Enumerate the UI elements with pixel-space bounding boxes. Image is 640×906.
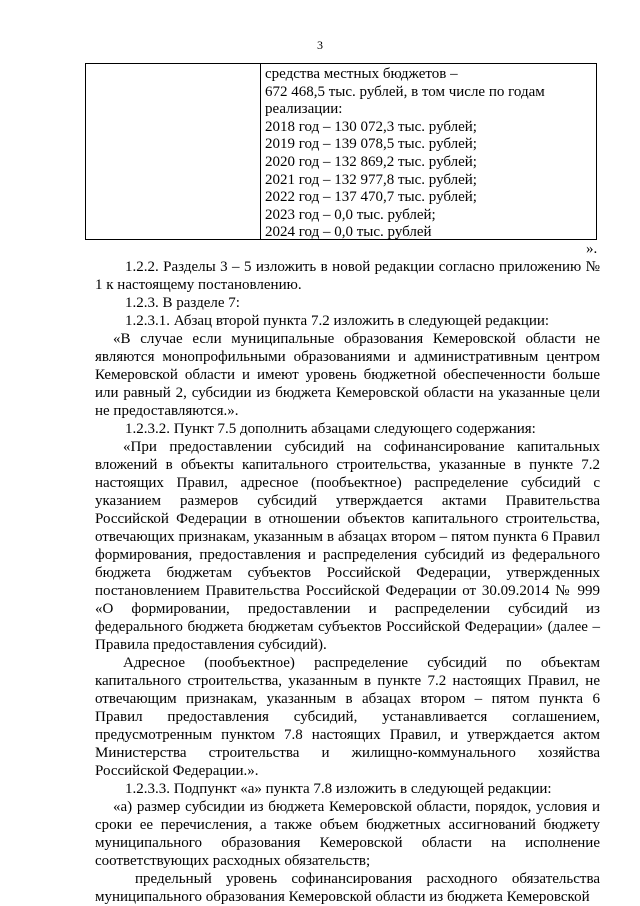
paragraph-1-2-2: 1.2.2. Разделы 3 – 5 изложить в новой редакции согласно приложению № 1 к настоящему постановлению. xyxy=(95,259,600,293)
table-line: 2023 год – 0,0 тыс. рублей; xyxy=(265,206,436,223)
paragraph-1-2-3: 1.2.3. В разделе 7: xyxy=(125,295,240,311)
table-line: 2020 год – 132 869,2 тыс. рублей; xyxy=(265,153,477,170)
table-line: 2021 год – 132 977,8 тыс. рублей; xyxy=(265,171,477,188)
paragraph-quote-7-2: «В случае если муниципальные образования Кемеровской области не являются монопрофильными образованиями и административным центром Кемеровской области и имеют уровень бюджетной обеспеченности больше или равный 2, субсидии из бюджета Кемеровской области на указанные цели не предоставляются.». xyxy=(95,331,600,419)
table-line: средства местных бюджетов – xyxy=(265,66,458,82)
page-number: 3 xyxy=(317,38,323,52)
funding-table xyxy=(85,63,597,240)
table-line: 2018 год – 130 072,3 тыс. рублей; xyxy=(265,118,477,135)
table-line: 2024 год – 0,0 тыс. рублей xyxy=(265,224,432,241)
document-body xyxy=(95,258,600,906)
paragraph-1-2-3-1: 1.2.3.1. Абзац второй пункта 7.2 изложить в следующей редакции: xyxy=(125,313,550,329)
paragraph-1-2-3-2: 1.2.3.2. Пункт 7.5 дополнить абзацами следующего содержания: xyxy=(125,421,536,437)
table-line: 672 468,5 тыс. рублей, в том числе по годам xyxy=(265,83,545,100)
paragraph-quote-7-5: «При предоставлении субсидий на софинансирование капитальных вложений в объекты капитального строительства, указанные в пункте 7.2 настоящих Правил, адресное (пообъектное) распределение субсидий с указанием размеров субсидий утверждается актами Правительства Российской Федерации в отношении объектов капитального строительства, отвечающих признакам, указанным в абзацах втором – пятом пункта 6 Правил формирования, предоставления и распределения субсидий из федерального бюджета бюджетам субъектов Российской Федерации, утвержденных постановлением Правительства Российской Федерации от 30.09.2014 № 999 «О формировании, предоставлении и распределении субсидий из федерального бюджета бюджетам субъектов Российской Федерации» (далее – Правила предоставления субсидий). xyxy=(95,439,600,653)
paragraph-1-2-3-3: 1.2.3.3. Подпункт «а» пункта 7.8 изложить в следующей редакции: xyxy=(125,781,552,797)
table-left-cell xyxy=(86,64,261,239)
table-line: реализации: xyxy=(265,101,343,118)
table-right-cell xyxy=(261,64,596,239)
closing-quote: ». xyxy=(586,241,598,257)
table-line: 2022 год – 137 470,7 тыс. рублей; xyxy=(265,189,477,206)
table-line: 2019 год – 139 078,5 тыс. рублей; xyxy=(265,136,477,153)
paragraph-addressed-distribution: Адресное (пообъектное) распределение субсидий по объектам капитального строительства, указанным в пункте 7.2 настоящих Правил, не отвечающим признакам, указанным в абзацах втором – пятом пункта 6 Правил предоставления субсидий, устанавливается соглашением, предусмотренным пунктом 7.8 настоящих Правил, и утверждается актом Министерства строительства и жилищно-коммунального хозяйства Российской Федерации.». xyxy=(95,655,600,779)
paragraph-cofinancing-level: предельный уровень софинансирования расходного обязательства муниципального образования Кемеровской области из бюджета Кемеровской xyxy=(95,871,600,905)
paragraph-subitem-a: «а) размер субсидии из бюджета Кемеровской области, порядок, условия и сроки ее перечисления, а также объем бюджетных ассигнований бюджету муниципального образования Кемеровской области на исполнение соответствующих расходных обязательств; xyxy=(95,799,600,869)
